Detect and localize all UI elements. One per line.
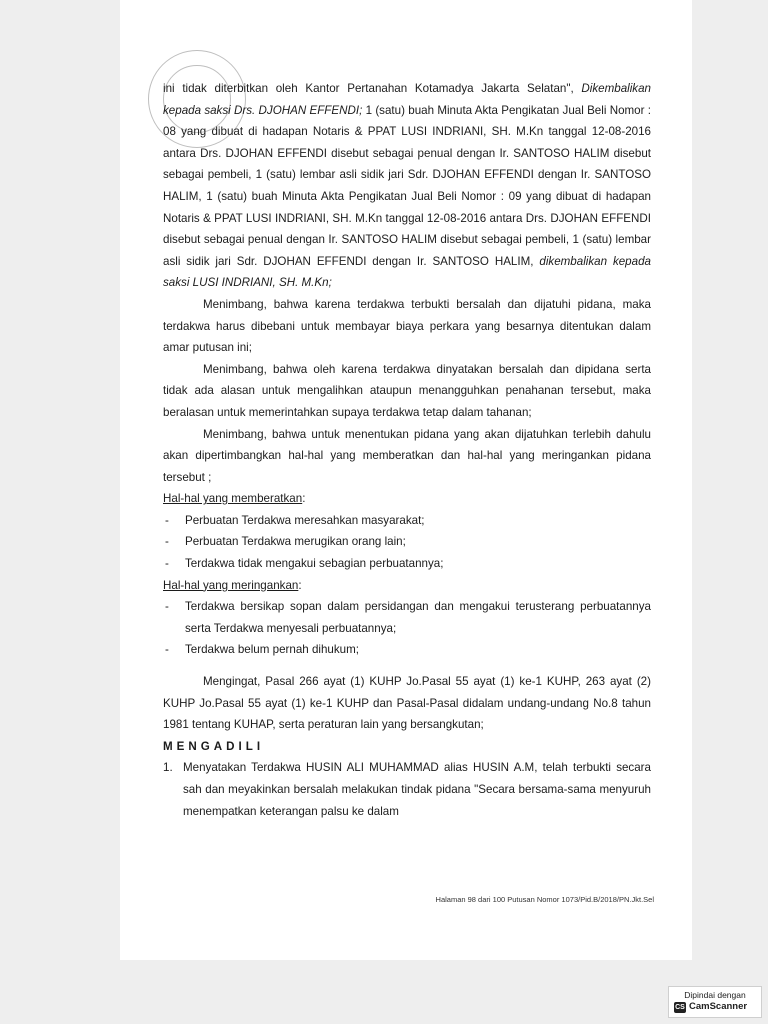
heading-meringankan: Hal-hal yang meringankan: [163, 578, 302, 592]
paragraph-tahanan: Menimbang, bahwa oleh karena terdakwa dinyatakan bersalah dan dipidana serta tidak ada alasan untuk mengalihkan ataupun menangguhkan penahanan tersebut, maka beralasan untuk memerintahkan supaya terdakwa tetap dalam tahanan; [163, 362, 651, 419]
paragraph-evidence: ini tidak diterbitkan oleh Kantor Pertanahan Kotamadya Jakarta Selatan", Dikembalikan kepada saksi Drs. DJOHAN EFFENDI; 1 (satu) buah Minuta Akta Pengikatan Jual Beli Nomor : 08 yang dibuat di hadapan Notaris & PPAT LUSI INDRIANI, SH. M.Kn tanggal 12-08-2016 antara Drs. DJOHAN EFFENDI disebut sebagai penual dengan Ir. SANTOSO HALIM disebut sebagai pembeli, 1 (satu) lembar asli sidik jari Sdr. DJOHAN EFFENDI dengan Ir. SANTOSO HALIM, 1 (satu) buah Minuta Akta Pengikatan Jual Beli Nomor : 09 yang dibuat di hadapan Notaris & PPAT LUSI INDRIANI, SH. M.Kn tanggal 12-08-2016 antara Drs. DJOHAN EFFENDI disebut sebagai penual dengan Ir. SANTOSO HALIM disebut sebagai pembeli, 1 (satu) lembar asli sidik jari Sdr. DJOHAN EFFENDI dengan Ir. SANTOSO HALIM, dikembalikan kepada saksi LUSI INDRIANI, SH. M.Kn; [163, 82, 651, 290]
camscanner-icon: CS [675, 1004, 685, 1011]
list-meringankan [163, 596, 651, 661]
heading-mengadili: MENGADILI [163, 739, 265, 753]
paragraph-mengingat: Mengingat, Pasal 266 ayat (1) KUHP Jo.Pasal 55 ayat (1) ke-1 KUHP, 263 ayat (2) KUHP Jo.Pasal 55 ayat (1) ke-1 KUHP dan Pasal-Pasal didalam undang-undang No.8 tahun 1981 tentang KUHAP, serta peraturan lain yang bersangkutan; [163, 675, 651, 732]
paragraph-pertimbangan: Menimbang, bahwa untuk menentukan pidana yang akan dijatuhkan terlebih dahulu akan dipertimbangkan hal-hal yang memberatkan dan hal-hal yang meringankan pidana tersebut ; [163, 427, 651, 484]
verdict-list [163, 757, 651, 822]
page-footer: Halaman 98 dari 100 Putusan Nomor 1073/Pid.B/2018/PN.Jkt.Sel [435, 895, 654, 904]
list-item: - Perbuatan Terdakwa meresahkan masyarakat; [163, 510, 651, 532]
document-body [163, 78, 651, 822]
list-item: - Terdakwa belum pernah dihukum; [163, 639, 651, 661]
list-item: - Terdakwa bersikap sopan dalam persidangan dan mengakui terusterang perbuatannya serta Terdakwa menyesali perbuatannya; [163, 596, 651, 639]
list-memberatkan [163, 510, 651, 575]
camscanner-badge: Dipindai dengan CS CamScanner [668, 986, 762, 1018]
heading-memberatkan: Hal-hal yang memberatkan: [163, 492, 306, 506]
paragraph-biaya-perkara: Menimbang, bahwa karena terdakwa terbukti bersalah dan dijatuhi pidana, maka terdakwa harus dibebani untuk membayar biaya perkara yang besarnya ditentukan dalam amar putusan ini; [163, 297, 651, 355]
verdict-item: 1. Menyatakan Terdakwa HUSIN ALI MUHAMMAD alias HUSIN A.M, telah terbukti secara sah dan meyakinkan bersalah melakukan tindak pidana "Secara bersama-sama menyuruh menempatkan keterangan palsu ke dalam [163, 761, 651, 818]
list-item: - Terdakwa tidak mengakui sebagian perbuatannya; [163, 553, 651, 575]
list-item: - Perbuatan Terdakwa merugikan orang lain; [163, 531, 651, 553]
